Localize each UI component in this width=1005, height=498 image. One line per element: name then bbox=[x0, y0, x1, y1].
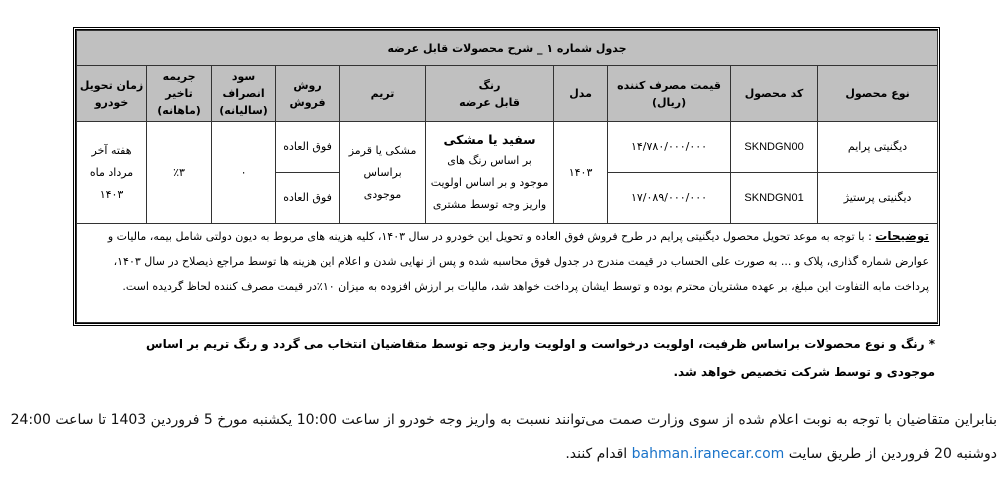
paragraph-text-end: اقدام کنند. bbox=[565, 446, 632, 462]
sale-method-cell: فوق العاده bbox=[276, 122, 340, 173]
consumer-price-cell: ۱۷/۰۸۹/۰۰۰/۰۰۰ bbox=[608, 173, 731, 224]
header-trim: تریم bbox=[340, 66, 426, 122]
table-header-row bbox=[77, 66, 938, 122]
header-product-type: نوع محصول bbox=[818, 66, 938, 122]
color-options: سفید یا مشکی bbox=[443, 131, 536, 147]
consumer-price-cell: ۱۴/۷۸۰/۰۰۰/۰۰۰ bbox=[608, 122, 731, 173]
notes-row bbox=[77, 224, 938, 323]
products-table-frame bbox=[73, 27, 940, 326]
cancel-profit-cell: ۰ bbox=[212, 122, 276, 224]
sale-method-cell: فوق العاده bbox=[276, 173, 340, 224]
table-row bbox=[77, 122, 938, 173]
header-delay-penalty: جریمه تاخیر (ماهانه) bbox=[147, 66, 212, 122]
product-code-cell: SKNDGN01 bbox=[731, 173, 818, 224]
site-link[interactable]: bahman.iranecar.com bbox=[631, 446, 785, 462]
header-consumer-price: قیمت مصرف کننده (ریال) bbox=[608, 66, 731, 122]
notes-cell bbox=[77, 224, 938, 323]
final-paragraph bbox=[7, 403, 997, 471]
product-type-cell: دیگنیتی پرستیژ bbox=[818, 173, 938, 224]
product-code-cell: SKNDGN00 bbox=[731, 122, 818, 173]
delay-penalty-cell: ٪۳ bbox=[147, 122, 212, 224]
delivery-time-cell: هفته آخر مرداد ماه ۱۴۰۳ bbox=[77, 122, 147, 224]
header-product-code: کد محصول bbox=[731, 66, 818, 122]
table-title-row bbox=[77, 31, 938, 66]
notes-text: : با توجه به موعد تحویل محصول دیگنیتی پرایم در طرح فروش فوق العاده و تحویل این خودرو در سال ۱۴۰۳، کلیه هزینه های مربوط به دیون دولتی شامل بیمه، مالیات و عوارض شماره گذاری، پلاک و ... به صورت علی الحساب در قیمت مندرج در جدول فوق محاسبه شده و پس از نهایی شدن و اعلام این هزینه ها توسط مراجع ذیصلاح در سال ۱۴۰۳، پرداخت مابه التفاوت این مبلغ، بر عهده مشتریان محترم بوده و توسط ایشان پرداخت خواهد شد، مالیات بر ارزش افزوده به میزان ۱۰٪در قیمت مصرف کننده لحاظ گردیده است. bbox=[107, 230, 930, 293]
product-type-cell: دیگنیتی پرایم bbox=[818, 122, 938, 173]
color-cell: سفید یا مشکی بر اساس رنگ های موجود و بر اساس اولویت واریز وجه توسط مشتری bbox=[426, 122, 554, 224]
header-sale-method: روش فروش bbox=[276, 66, 340, 122]
paragraph-text: بنابراین متقاضیان با توجه به نوبت اعلام شده از سوی وزارت صمت می‌توانند نسبت به واریز وجه خودرو از ساعت 10:00 یکشنبه مورخ 5 فروردین 1403 تا ساعت 24:00 دوشنبه 20 فروردین از طریق سایت bbox=[10, 412, 997, 462]
header-color: رنگ قابل عرضه bbox=[426, 66, 554, 122]
star-note: * رنگ و نوع محصولات براساس ظرفیت، اولویت درخواست و اولویت واریز وجه توسط متقاضیان انتخاب می گردد و رنگ تریم بر اساس موجودی و توسط شرکت تخصیص خواهد شد. bbox=[146, 337, 935, 379]
header-delivery-time: زمان تحویل خودرو bbox=[77, 66, 147, 122]
model-cell: ۱۴۰۳ bbox=[554, 122, 608, 224]
notes-label: توضیحات bbox=[875, 229, 930, 243]
header-model: مدل bbox=[554, 66, 608, 122]
trim-cell: مشکی یا قرمز براساس موجودی bbox=[340, 122, 426, 224]
products-table bbox=[76, 30, 938, 323]
header-cancel-profit: سود انصراف (سالیانه) bbox=[212, 66, 276, 122]
table-title: جدول شماره ۱ _ شرح محصولات قابل عرضه bbox=[77, 31, 938, 66]
